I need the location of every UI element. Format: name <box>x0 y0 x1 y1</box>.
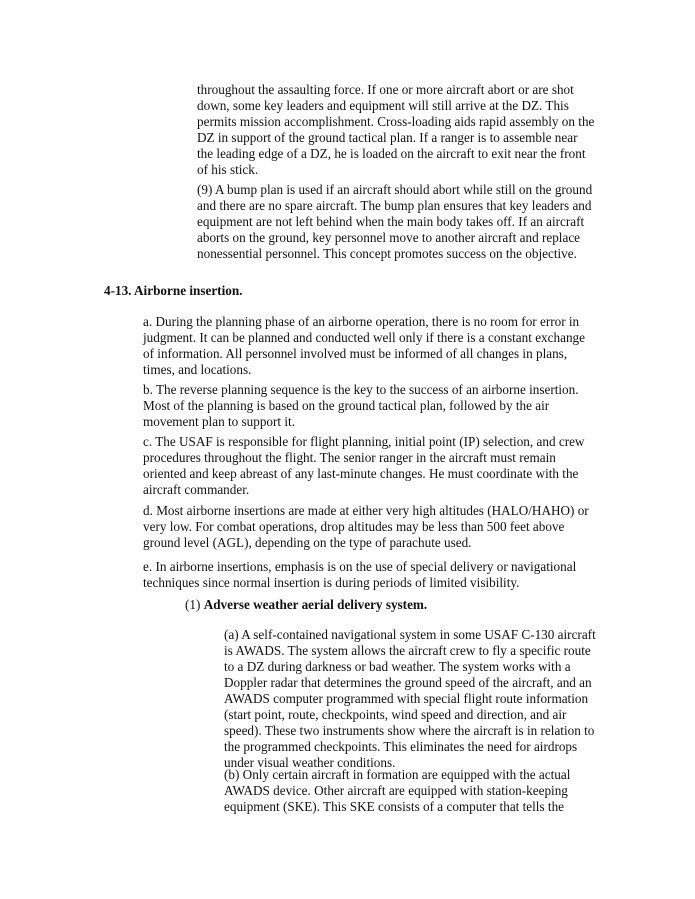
paragraph-e: e. In airborne insertions, emphasis is on the use of special delivery or navigational techniques since normal insertion is during periods of limited visibility. <box>143 559 577 590</box>
paragraph-b: b. The reverse planning sequence is the key to the success of an airborne insertion. Most of the planning is based on the ground tactical plan, followed by the air movement plan to support it. <box>143 382 579 429</box>
paragraph-cross-loading: throughout the assaulting force. If one or more aircraft abort or are shot down, some key leaders and equipment will still arrive at the DZ. This permits mission accomplishment. Cross-loading aids rapid assembly on the DZ in support of the ground tactical plan. If a ranger is to assemble near the leading edge of a DZ, he is loaded on the aircraft to exit near the front of his stick. <box>197 82 595 177</box>
paragraph-sub-a: (a) A self-contained navigational system in some USAF C-130 aircraft is AWADS. The system allows the aircraft crew to fly a specific route to a DZ during darkness or bad weather. The system works with a Doppler radar that determines the ground speed of the aircraft, and an AWADS computer programmed with special flight route information (start point, route, checkpoints, wind speed and direction, and air speed). These two instruments show where the aircraft is in relation to the programmed checkpoints. This eliminates the need for airdrops under visual weather conditions. <box>224 627 596 770</box>
subsection-title: Adverse weather aerial delivery system. <box>203 597 428 612</box>
paragraph-sub-b: (b) Only certain aircraft in formation are equipped with the actual AWADS device. Other aircraft are equipped with station-keeping equipment (SKE). This SKE consists of a computer that tells the <box>224 767 571 814</box>
paragraph-a: a. During the planning phase of an airborne operation, there is no room for error in judgment. It can be planned and conducted well only if there is a constant exchange of information. All personnel involved must be informed of all changes in plans, times, and locations. <box>143 314 585 377</box>
section-heading: 4-13. Airborne insertion. <box>104 283 243 298</box>
paragraph-bump-plan: (9) A bump plan is used if an aircraft should abort while still on the ground and there are no spare aircraft. The bump plan ensures that key leaders and equipment are not left behind when the main body takes off. If an aircraft aborts on the ground, key personnel move to another aircraft and replace nonessential personnel. This concept promotes success on the objective. <box>197 182 593 261</box>
paragraph-d: d. Most airborne insertions are made at either very high altitudes (HALO/HAHO) or very low. For combat operations, drop altitudes may be less than 500 feet above ground level (AGL), depending on the type of parachute used. <box>143 503 589 550</box>
paragraph-c: c. The USAF is responsible for flight planning, initial point (IP) selection, and crew procedures throughout the flight. The senior ranger in the aircraft must remain oriented and keep abreast of any last-minute changes. He must coordinate with the aircraft commander. <box>143 434 585 497</box>
subsection-heading <box>185 597 427 613</box>
subsection-number: (1) <box>185 597 201 612</box>
